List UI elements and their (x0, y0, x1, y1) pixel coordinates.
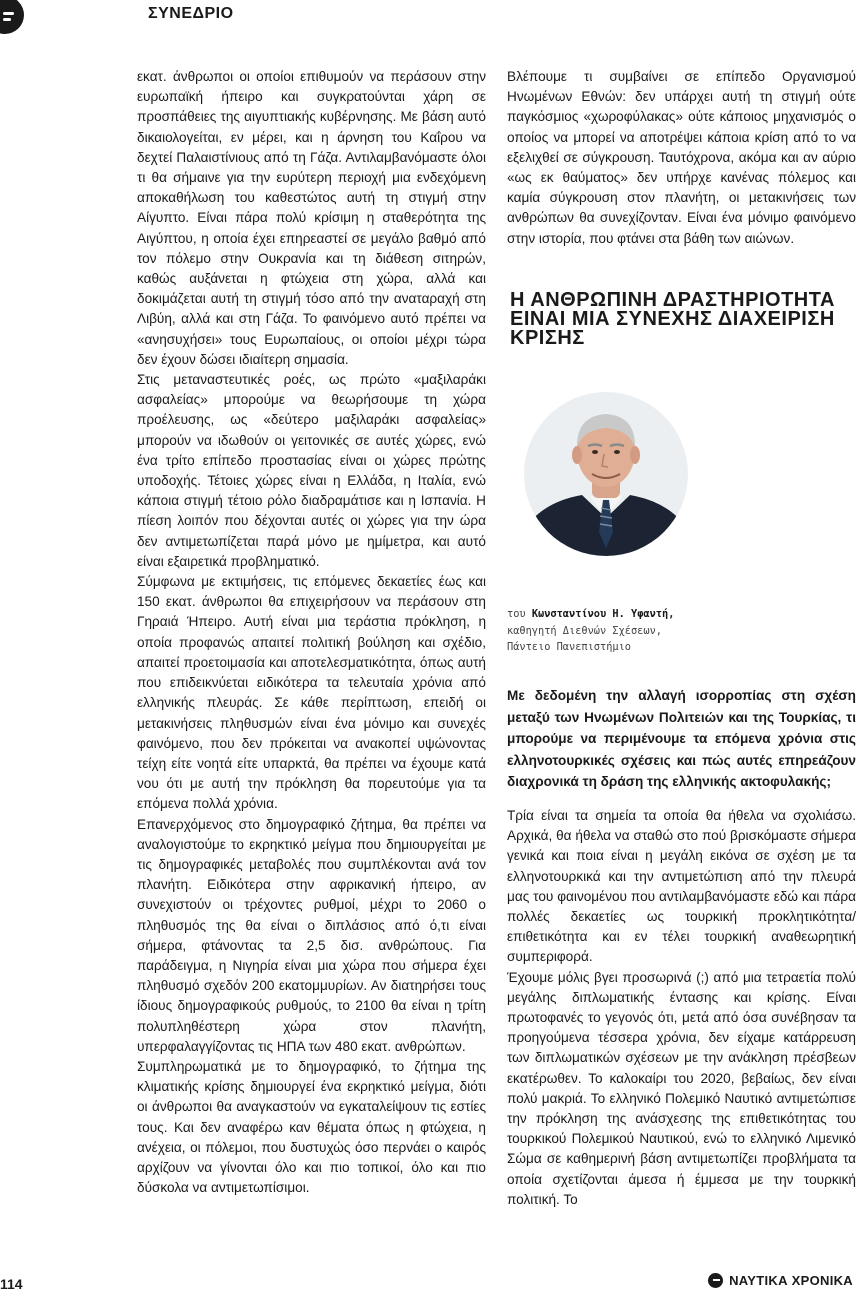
paragraph: Επανερχόμενος στο δημογραφικό ζήτημα, θα πρέπει να αναλογιστούμε το εκρηκτικό μείγμα που δημιουργείται με τις δημογραφικές μεταβολές που συμπλέκονται ανά τον πλανήτη. Ειδικότερα στην αφρικανική ήπειρο, αν συνεχιστούν οι τρέχοντες ρυθμοί, μέχρι το 2060 ο πληθυσμός της θα είναι ο διπλάσιος από ό,τι είναι σήμερα, φτάνοντας τα 2,5 δισ. ανθρώπους. Για παράδειγμα, η Νιγηρία είναι μια χώρα που σήμερα έχει πληθυσμό σχεδόν 200 εκατομμυρίων. Αν διατηρήσει τους ίδιους δημογραφικούς ρυθμούς, το 2100 θα είναι η τρίτη πολυπληθέστερη χώρα στον πλανήτη, υπερφαλαγγίζοντας τις ΗΠΑ των 480 εκατ. ανθρώπων. (137, 816, 486, 1054)
section-header (0, 0, 857, 30)
left-column (137, 67, 486, 1198)
page-number: 114 (0, 1276, 23, 1292)
interview-question: Με δεδομένη την αλλαγή ισορροπίας στη σχέση μεταξύ των Ηνωμένων Πολιτειών και της Τουρκίας, τι μπορούμε να περιμένουμε τα επόμενα χρόνια στις ελληνοτουρκικές σχέσεις και πώς αυτές επηρεάζουν διαχρονικά τη δράση της ελληνικής ακτοφυλακής; (507, 688, 856, 789)
section-title: ΣΥΝΕΔΡΙΟ (148, 5, 234, 22)
publication-brand (708, 1273, 853, 1288)
section-heading: Η ΑΝΘΡΩΠΙΝΗ ΔΡΑΣΤΗΡΙΟΤΗΤΑ ΕΙΝΑΙ ΜΙΑ ΣΥΝΕΧΗΣ ΔΙΑΧΕΙΡΙΣΗ ΚΡΙΣΗΣ (510, 289, 835, 349)
paragraph: Βλέπουμε τι συμβαίνει σε επίπεδο Οργανισμού Ηνωμένων Εθνών: δεν υπάρχει αυτή τη στιγμή ούτε παγκόσμιος «χωροφύλακας» ούτε κάποιος μηχανισμός ο οποίος να μπορεί να αποτρέψει κάποια κρίση από το να εξελιχθεί σε σύγκρουση. Ταυτόχρονα, ακόμα και αν αύριο «ως εκ θαύματος» δεν υπήρχε κανένας πόλεμος και καμία σύγκρουση στον πλανήτη, οι μετακινήσεις των ανθρώπων θα συνεχίζονταν. Είναι ένα μόνιμο φαινόμενο στην ιστορία, που φτάνει στα βάθη των αιώνων. (507, 69, 856, 246)
author-portrait (524, 392, 688, 556)
paragraph: Στις μεταναστευτικές ροές, ως πρώτο «μαξιλαράκι ασφαλείας» μπορούμε να θεωρήσουμε τη χώρα προέλευσης, ως «δεύτερο μαξιλαράκι ασφαλείας» μπορούν να ιδωθούν οι γειτονικές σε αυτές χώρες, ενώ ένα τρίτο επίπεδο προστασίας είναι οι χώρες πρώτης υποδοχής. Τέτοιες χώρες είναι η Ελλάδα, η Ιταλία, ενώ κάποια στιγμή τέτοιο ρόλο διαδραμάτισε και η Ισπανία. Η πίεση λοιπόν που δέχονται αυτές οι χώρες για την ώρα δεν αντιμετωπίζεται παρά μόνο με ημίμετρα, και αυτό είναι εξαιρετικά προβληματικό. (137, 372, 486, 569)
section-marker-icon (0, 0, 24, 34)
portrait-illustration (524, 392, 688, 556)
author-role: καθηγητή Διεθνών Σχέσεων, (507, 624, 662, 637)
right-column-bottom (507, 806, 856, 1210)
brand-logo-icon (708, 1273, 723, 1288)
paragraph: Σύμφωνα με εκτιμήσεις, τις επόμενες δεκαετίες έως και 150 εκατ. άνθρωποι θα επιχειρήσουν να περάσουν στη Γηραιά Ήπειρο. Αυτή είναι μια τεράστια πρόκληση, η οποία προφανώς απαιτεί πολιτική βούληση και σχέδιο, απαιτεί προετοιμασία και αποτελεσματικότητα, όπως αυτή που επιδεικνύεται ειδικότερα τα τελευταία χρόνια από ελληνικής πλευράς. Σε κάθε περίπτωση, επειδή οι μετακινήσεις πληθυσμών είναι ένα μόνιμο και συνεχές φαινόμενο, που δεν πρόκειται να ανακοπεί υψώνοντας τείχη είτε νοητά είτε υπαρκτά, θα πρέπει να έχουμε κατά νου ότι με αυτή την πρόκληση θα πορευτούμε για τα επόμενα πολλά χρόνια. (137, 574, 486, 812)
author-name: Κωνσταντίνου Η. Υφαντή, (531, 608, 675, 620)
paragraph: Τρία είναι τα σημεία τα οποία θα ήθελα να σχολιάσω. Αρχικά, θα ήθελα να σταθώ στο πού βρισκόμαστε σήμερα γενικά και ποια είναι η μεγάλη εικόνα σε σχέση με τα ελληνοτουρκικά και την αντιμετώπιση από την πλευρά μας του φαινομένου που αντιλαμβανόμαστε εδώ και πάρα πολλές δεκαετίες ως τουρκική προκλητικότητα/επιθετικότητα και εν τέλει τουρκική αναθεωρητική συμπεριφορά. (507, 808, 856, 965)
author-institution: Πάντειο Πανεπιστήμιο (507, 641, 631, 654)
publication-name: ΝΑΥΤΙΚΑ ΧΡΟΝΙΚΑ (729, 1273, 853, 1288)
author-prefix: του (507, 608, 526, 620)
paragraph: εκατ. άνθρωποι οι οποίοι επιθυμούν να περάσουν στην ευρωπαϊκή ήπειρο και συγκρατούνται χάρη σε προσπάθειες της αιγυπτιακής κυβέρνησης. Με βάση αυτό δικαιολογείται, εν μέρει, και η άρνηση του Καΐρου να δεχτεί Παλαιστίνιους από τη Γάζα. Αντιλαμβανόμαστε όλοι τι θα σήμαινε για την ευρύτερη περιοχή μια ενδεχόμενη αποκαθήλωση του καθεστώτος αυτή τη στιγμή στην Αίγυπτο. Είναι πάρα πολύ κρίσιμη η σταθερότητα της Αιγύπτου, η οποία έχει επηρεαστεί σε μεγάλο βαθμό από τον πόλεμο στην Ουκρανία και τη διάθεση σιτηρών, καθώς αυξάνεται η φτώχεια στη χώρα, αλλά και δοκιμάζεται αυτή τη στιγμή τόσο από την αναταραχή στη Λιβύη, αλλά και στη Γάζα. Το φαινόμενο αυτό πρέπει να «ανησυχήσει» τους Ευρωπαίους, οι οποίοι μέχρι τώρα δεν έχουν δώσει ιδιαίτερη σημασία. (137, 69, 486, 367)
right-column-top (507, 67, 856, 249)
author-credit (507, 606, 837, 656)
paragraph: Συμπληρωματικά με το δημογραφικό, το ζήτημα της κλιματικής κρίσης δημιουργεί ένα εκρηκτικό μείγμα, διότι οι άνθρωποι θα αναγκαστούν να εγκαταλείψουν τις εστίες τους. Και δεν αναφέρω καν θέματα όπως η φτώχεια, η ανέχεια, οι πόλεμοι, που δυστυχώς όσο περνάει ο καιρός αρχίζουν να γίνονται όλο και πιο τοπικοί, όλο και πιο δύσκολα να αντιμετωπίσιμοι. (137, 1058, 486, 1196)
paragraph: Έχουμε μόλις βγει προσωρινά (;) από μια τετραετία πολύ μεγάλης διπλωματικής έντασης και κρίσης. Είναι πρωτοφανές το γεγονός ότι, μετά από όσα συνέβησαν τα προηγούμενα τέσσερα χρόνια, δεν είχαμε κατάρρευση των διπλωματικών σχέσεων με την ανάκληση πρέσβεων εκατέρωθεν. Το καλοκαίρι του 2020, βεβαίως, δεν είναι πολύ μακριά. Το ελληνικό Πολεμικό Ναυτικό αντιμετώπισε την πρόκληση της ανάσχεσης της επιθετικότητας του τουρκικού Πολεμικού Ναυτικού, ενώ το ελληνικό Λιμενικό Σώμα σε καθημερινή βάση αντιμετωπίζει προβλήματα τα οποία σχετίζονται άμεσα ή έμμεσα με την τουρκική πολιτική. Το (507, 969, 856, 1207)
